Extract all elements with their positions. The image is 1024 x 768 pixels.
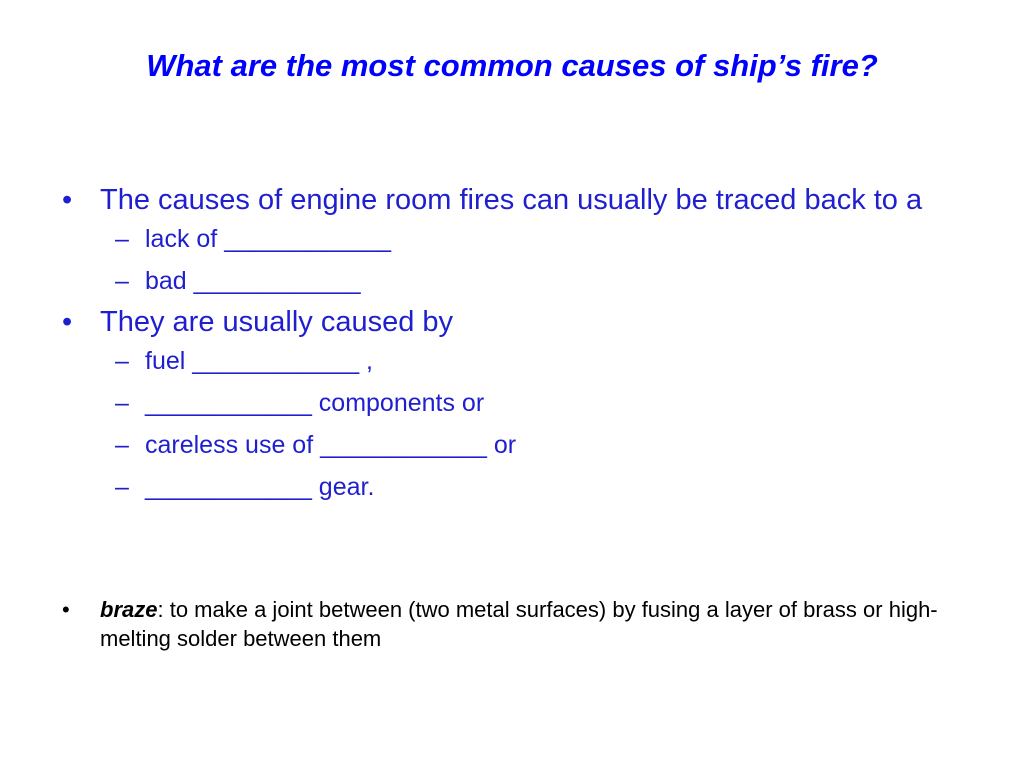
definition-text: : to make a joint between (two metal surfaces) by fusing a layer of brass or high-melting solder between them <box>100 597 938 651</box>
sub-item <box>62 382 962 424</box>
sub-item <box>62 260 962 302</box>
bullet-icon: • <box>62 597 70 622</box>
sub-item <box>62 218 962 260</box>
bullet-text: The causes of engine room fires can usually be traced back to a <box>100 184 923 216</box>
dash-icon: – <box>115 225 129 253</box>
definition-note <box>62 595 1000 653</box>
dash-icon: – <box>115 431 129 459</box>
sub-item-text: bad ____________ <box>145 267 361 295</box>
sub-item <box>62 340 962 382</box>
bullet-item <box>62 182 962 218</box>
bullet-item <box>62 304 962 340</box>
bullet-list <box>62 182 962 508</box>
sub-item <box>62 466 962 508</box>
sub-item-text: lack of ____________ <box>145 225 392 253</box>
sub-item-text: fuel ____________ , <box>145 347 373 375</box>
sub-item <box>62 424 962 466</box>
bullet-icon: • <box>62 306 73 338</box>
dash-icon: – <box>115 389 129 417</box>
sub-item-text: careless use of ____________ or <box>145 431 517 459</box>
sub-item-text: ____________ gear. <box>145 473 375 501</box>
dash-icon: – <box>115 267 129 295</box>
sub-item-text: ____________ components or <box>145 389 485 417</box>
definition-term: braze <box>100 597 158 622</box>
dash-icon: – <box>115 347 129 375</box>
bullet-text: They are usually caused by <box>100 306 454 338</box>
slide-title: What are the most common causes of ship’s fire? <box>146 48 878 83</box>
bullet-icon: • <box>62 184 73 216</box>
dash-icon: – <box>115 473 129 501</box>
